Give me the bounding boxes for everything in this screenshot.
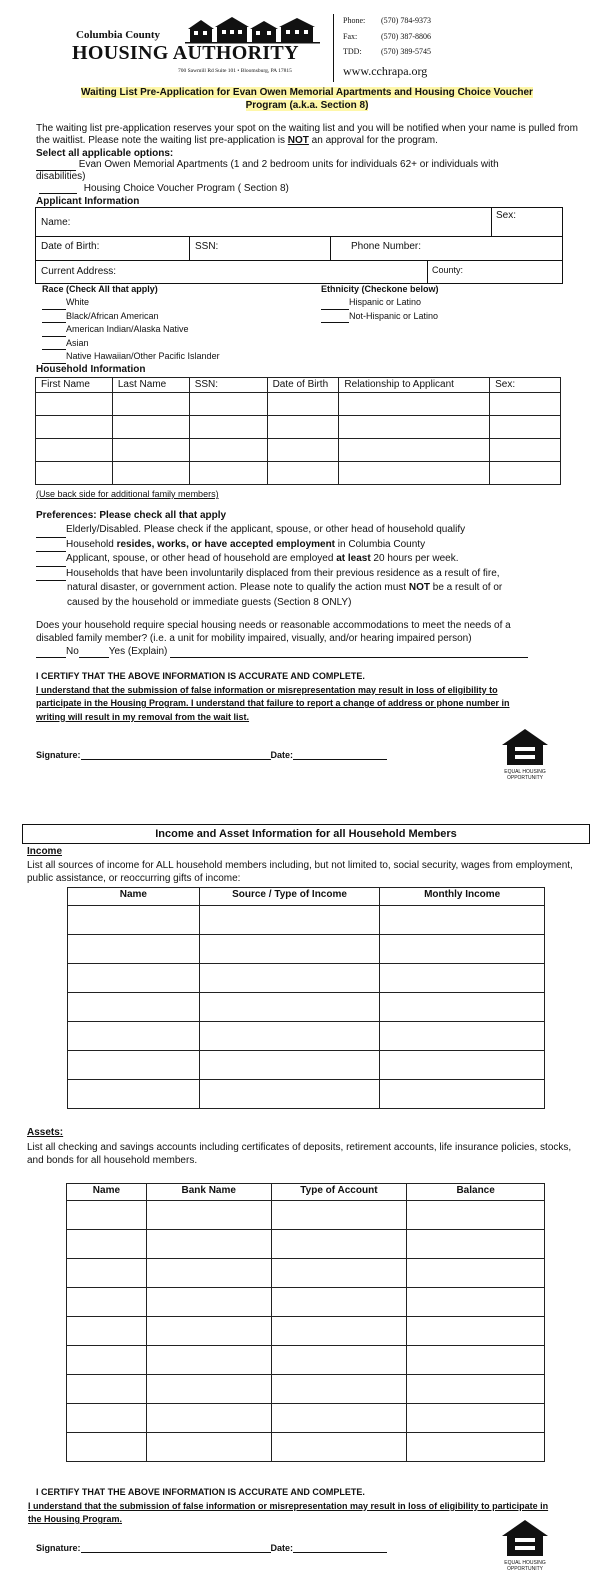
table-row[interactable] (67, 1404, 545, 1433)
contact-fax: Fax: (570) 387-8806 (343, 31, 431, 41)
assets-description: List all checking and savings accounts including certificates of deposits, retirement accounts, life insurance policies, stocks, and bonds for all household members. (27, 1142, 572, 1166)
ethnicity-heading: Ethnicity (Checkone below) (321, 284, 439, 294)
hh-col-dob: Date of Birth (267, 378, 339, 393)
race-asian[interactable]: Asian (42, 337, 220, 351)
hh-col-sex: Sex: (490, 378, 561, 393)
header-divider (333, 14, 334, 82)
race-list (42, 296, 220, 364)
option-evan-owen-blank[interactable] (36, 161, 76, 171)
pref-employment[interactable]: Applicant, spouse, or other head of household are employed at least 20 hours per week. (36, 552, 581, 567)
contact-tdd: TDD: (570) 389-5745 (343, 47, 431, 56)
equal-housing-icon (500, 727, 550, 767)
option-section8[interactable]: Housing Choice Voucher Program ( Section 8) (39, 183, 289, 194)
houses-logo-icon (185, 16, 320, 44)
table-row[interactable] (67, 1259, 545, 1288)
title-line-1: Waiting List Pre-Application for Evan Owen Memorial Apartments and Housing Choice Voucher (81, 87, 533, 98)
signature-row-2[interactable]: Signature: Date: (36, 1543, 387, 1553)
applicant-sex-field[interactable]: Sex: (492, 208, 562, 237)
race-white[interactable]: White (42, 296, 220, 310)
table-row[interactable] (67, 1433, 545, 1462)
applicant-ssn-field[interactable]: SSN: (190, 237, 331, 261)
household-note: (Use back side for additional family members) (36, 489, 219, 499)
option-section8-blank[interactable] (39, 184, 77, 194)
table-row[interactable] (68, 964, 545, 993)
equal-housing-icon (500, 1518, 550, 1558)
county-name: Columbia County (76, 29, 161, 41)
race-native-hawaiian[interactable]: Native Hawaiian/Other Pacific Islander (42, 350, 220, 364)
income-col-name: Name (68, 888, 200, 906)
table-row[interactable] (67, 1375, 545, 1404)
table-row[interactable] (36, 439, 561, 462)
certify-statement-1: I CERTIFY THAT THE ABOVE INFORMATION IS ACCURATE AND COMPLETE. I understand that the submission of false information or misrepresentation may result in loss of eligibility to participate in the Housing Program. I understand that failure to report a change of address or phone number in writing will result in my removal from the wait list. (36, 671, 510, 722)
intro-text: The waiting list pre-application reserves your spot on the waiting list and you will be notified when your name is pulled from the waitlist. Please note the waiting list pre-application is NOT an approval for the program. (36, 123, 578, 146)
race-heading: Race (Check All that apply) (42, 284, 158, 294)
pref-elderly[interactable]: Elderly/Disabled. Please check if the applicant, spouse, or other head of household qualify (36, 523, 581, 538)
applicant-heading: Applicant Information (36, 196, 140, 207)
assets-col-bank: Bank Name (146, 1184, 271, 1201)
table-row[interactable] (67, 1346, 545, 1375)
household-table (35, 377, 561, 485)
assets-col-name: Name (67, 1184, 147, 1201)
applicant-address-field[interactable]: Current Address: (36, 261, 428, 283)
assets-col-type: Type of Account (271, 1184, 407, 1201)
assets-table (66, 1183, 545, 1462)
pref-residency[interactable]: Household resides, works, or have accepted employment in Columbia County (36, 538, 581, 553)
income-heading: Income (27, 846, 63, 857)
table-row[interactable] (68, 935, 545, 964)
applicant-name-field[interactable]: Name: (36, 208, 492, 237)
race-american-indian[interactable]: American Indian/Alaska Native (42, 323, 220, 337)
preferences-heading: Preferences: Please check all that apply (36, 510, 227, 521)
org-address: 700 Sawmill Rd Suite 101 • Bloomsburg, PA 17815 (178, 68, 292, 74)
preferences-list: Elderly/Disabled. Please check if the applicant, spouse, or other head of household qualify Household resides, works, or have accepted employment in Columbia County Applicant, spouse, or other head of household are employed at least 20 hours per week. Households that have been involuntarily displaced from their previous residence as a result of fire, natural disaster, or government action. Please note to qualify the action must NOT be a result of or caused by the household or immediate guests (Section 8 ONLY) (36, 523, 581, 610)
household-heading: Household Information (36, 364, 146, 375)
table-row[interactable] (36, 462, 561, 485)
income-description: List all sources of income for ALL household members including, but not limited to, social security, wages from employment, public assistance, or reoccurring gifts of income: (27, 860, 573, 884)
applicant-county-field[interactable]: County: (432, 265, 464, 275)
income-col-monthly: Monthly Income (380, 888, 545, 906)
income-col-source: Source / Type of Income (199, 888, 380, 906)
table-row[interactable] (67, 1288, 545, 1317)
table-row[interactable] (67, 1317, 545, 1346)
race-black[interactable]: Black/African American (42, 310, 220, 324)
contact-phone: Phone: (570) 784-9373 (343, 16, 431, 25)
certify-statement-2: I CERTIFY THAT THE ABOVE INFORMATION IS ACCURATE AND COMPLETE. I understand that the submission of false information or misrepresentation may result in loss of eligibility to participate in the Housing Program. (28, 1487, 549, 1524)
org-name: HOUSING AUTHORITY (72, 42, 299, 64)
applicant-dob-field[interactable]: Date of Birth: (36, 237, 190, 261)
equal-housing-logo-1: EQUAL HOUSING OPPORTUNITY (500, 727, 550, 781)
title-line-2: Program (a.k.a. Section 8) (245, 100, 369, 111)
table-row[interactable] (36, 393, 561, 416)
special-needs: Does your household require special housing needs or reasonable accommodations to meet the needs of a disabled family member? (i.e. a unit for mobility impaired, visually, and/or hearing impaired person) No Yes (Explain) (36, 619, 586, 658)
website-link[interactable]: www.cchrapa.org (343, 64, 428, 78)
table-row[interactable] (36, 416, 561, 439)
applicant-phone-field[interactable]: Phone Number: (331, 237, 562, 261)
assets-col-balance: Balance (407, 1184, 545, 1201)
options-heading: Select all applicable options: (36, 148, 174, 159)
form-title (20, 86, 594, 112)
pref-displaced[interactable]: Households that have been involuntarily displaced from their previous residence as a result of fire, (36, 567, 581, 582)
table-row[interactable] (68, 1022, 545, 1051)
table-row[interactable] (68, 993, 545, 1022)
table-row[interactable] (68, 906, 545, 935)
assets-heading: Assets: (27, 1127, 64, 1138)
table-row[interactable] (67, 1230, 545, 1259)
income-table (67, 887, 545, 1109)
signature-row-1[interactable]: Signature: Date: (36, 750, 387, 760)
contact-block (343, 13, 431, 60)
income-banner: Income and Asset Information for all Household Members (22, 824, 590, 844)
hh-col-ssn: SSN: (189, 378, 267, 393)
table-row[interactable] (67, 1201, 545, 1230)
hh-col-first-name: First Name (36, 378, 113, 393)
ethnicity-list (321, 296, 438, 323)
option-evan-owen[interactable]: Evan Owen Memorial Apartments (1 and 2 bedroom units for individuals 62+ or individuals with disabilities) (36, 159, 499, 182)
special-needs-answer[interactable]: No Yes (Explain) (36, 645, 586, 658)
hh-col-relationship: Relationship to Applicant (339, 378, 490, 393)
applicant-box (35, 207, 563, 284)
table-row[interactable] (68, 1051, 545, 1080)
hh-col-last-name: Last Name (112, 378, 189, 393)
table-row[interactable] (68, 1080, 545, 1109)
ethnicity-hispanic[interactable]: Hispanic or Latino (321, 296, 438, 310)
ethnicity-not-hispanic[interactable]: Not-Hispanic or Latino (321, 310, 438, 324)
equal-housing-logo-2: EQUAL HOUSING OPPORTUNITY (500, 1518, 550, 1572)
